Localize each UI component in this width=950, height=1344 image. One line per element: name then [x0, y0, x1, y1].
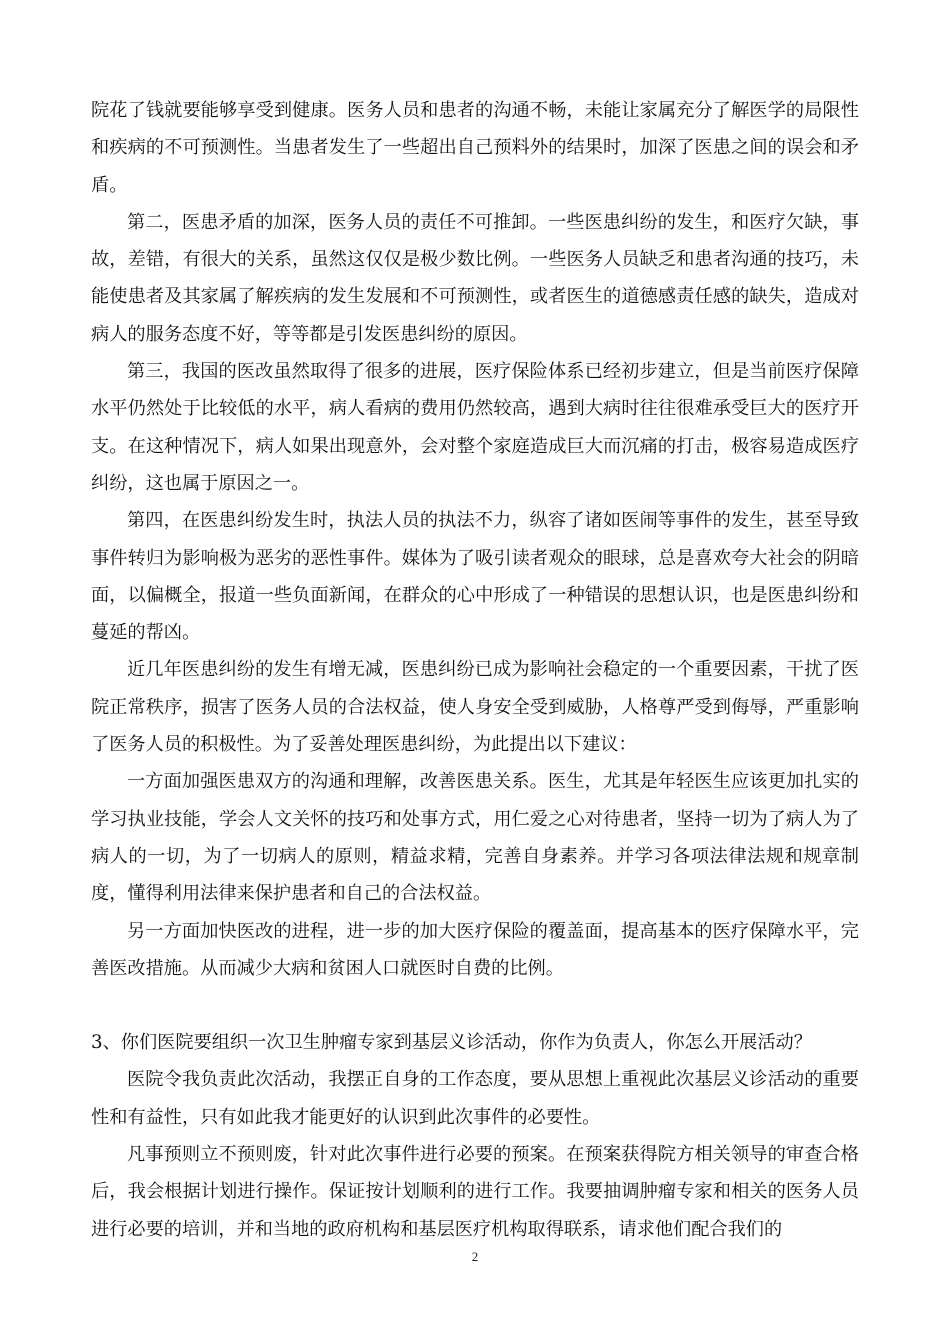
question-heading: 3、你们医院要组织一次卫生肿瘤专家到基层义诊活动，你作为负责人，你怎么开展活动？: [91, 1032, 812, 1054]
paragraph-fourth-reason: 第四，在医患纠纷发生时，执法人员的执法不力，纵容了诸如医闹等事件的发生，甚至导致事件转归为影响极为恶劣的恶性事件。媒体为了吸引读者观众的眼球，总是喜欢夸大社会的阴暗面，以偏概全，报道一些负面新闻，在群众的心中形成了一种错误的思想认识，也是医患纠纷和蔓延的帮凶。: [91, 510, 859, 644]
paragraph-suggestion-one: 一方面加强医患双方的沟通和理解，改善医患关系。医生，尤其是年轻医生应该更加扎实的学习执业技能，学会人文关怀的技巧和处事方式，用仁爱之心对待患者，坚持一切为了病人为了病人的一切，为了一切病人的原则，精益求精，完善自身素养。并学习各项法律法规和规章制度，懂得利用法律来保护患者和自己的合法权益。: [91, 771, 859, 905]
document-body: [91, 92, 859, 1248]
answer-paragraph: 医院令我负责此次活动，我摆正自身的工作态度，要从思想上重视此次基层义诊活动的重要性和有益性，只有如此我才能更好的认识到此次事件的必要性。: [91, 1069, 859, 1128]
paragraph-continuation: 院花了钱就要能够享受到健康。医务人员和患者的沟通不畅，未能让家属充分了解医学的局限性和疾病的不可预测性。当患者发生了一些超出自己预料外的结果时，加深了医患之间的误会和矛盾。: [91, 100, 859, 196]
paragraph-suggestion-two: 另一方面加快医改的进程，进一步的加大医疗保险的覆盖面，提高基本的医疗保障水平，完善医改措施。从而减少大病和贫困人口就医时自费的比例。: [91, 920, 859, 979]
answer-paragraph: 凡事预则立不预则废，针对此次事件进行必要的预案。在预案获得院方相关领导的审查合格后，我会根据计划进行操作。保证按计划顺利的进行工作。我要抽调肿瘤专家和相关的医务人员进行必要的培训，并和当地的政府机构和基层医疗机构取得联系，请求他们配合我们的: [91, 1144, 859, 1240]
paragraph-third-reason: 第三，我国的医改虽然取得了很多的进展，医疗保险体系已经初步建立，但是当前医疗保障水平仍然处于比较低的水平，病人看病的费用仍然较高，遇到大病时往往很难承受巨大的医疗开支。在这种情况下，病人如果出现意外，会对整个家庭造成巨大而沉痛的打击，极容易造成医疗纠纷，这也属于原因之一。: [91, 361, 859, 494]
paragraph-summary: 近几年医患纠纷的发生有增无减，医患纠纷已成为影响社会稳定的一个重要因素，干扰了医院正常秩序，损害了医务人员的合法权益，使人身安全受到威胁，人格尊严受到侮辱，严重影响了医务人员的积极性。为了妥善处理医患纠纷，为此提出以下建议：: [91, 659, 859, 756]
page-number: 2: [471, 1249, 479, 1264]
paragraph-second-reason: 第二，医患矛盾的加深，医务人员的责任不可推卸。一些医患纠纷的发生，和医疗欠缺，事故，差错，有很大的关系，虽然这仅仅是极少数比例。一些医务人员缺乏和患者沟通的技巧，未能使患者及其家属了解疾病的发生发展和不可预测性，或者医生的道德感责任感的缺失，造成对病人的服务态度不好，等等都是引发医患纠纷的原因。: [91, 211, 859, 345]
